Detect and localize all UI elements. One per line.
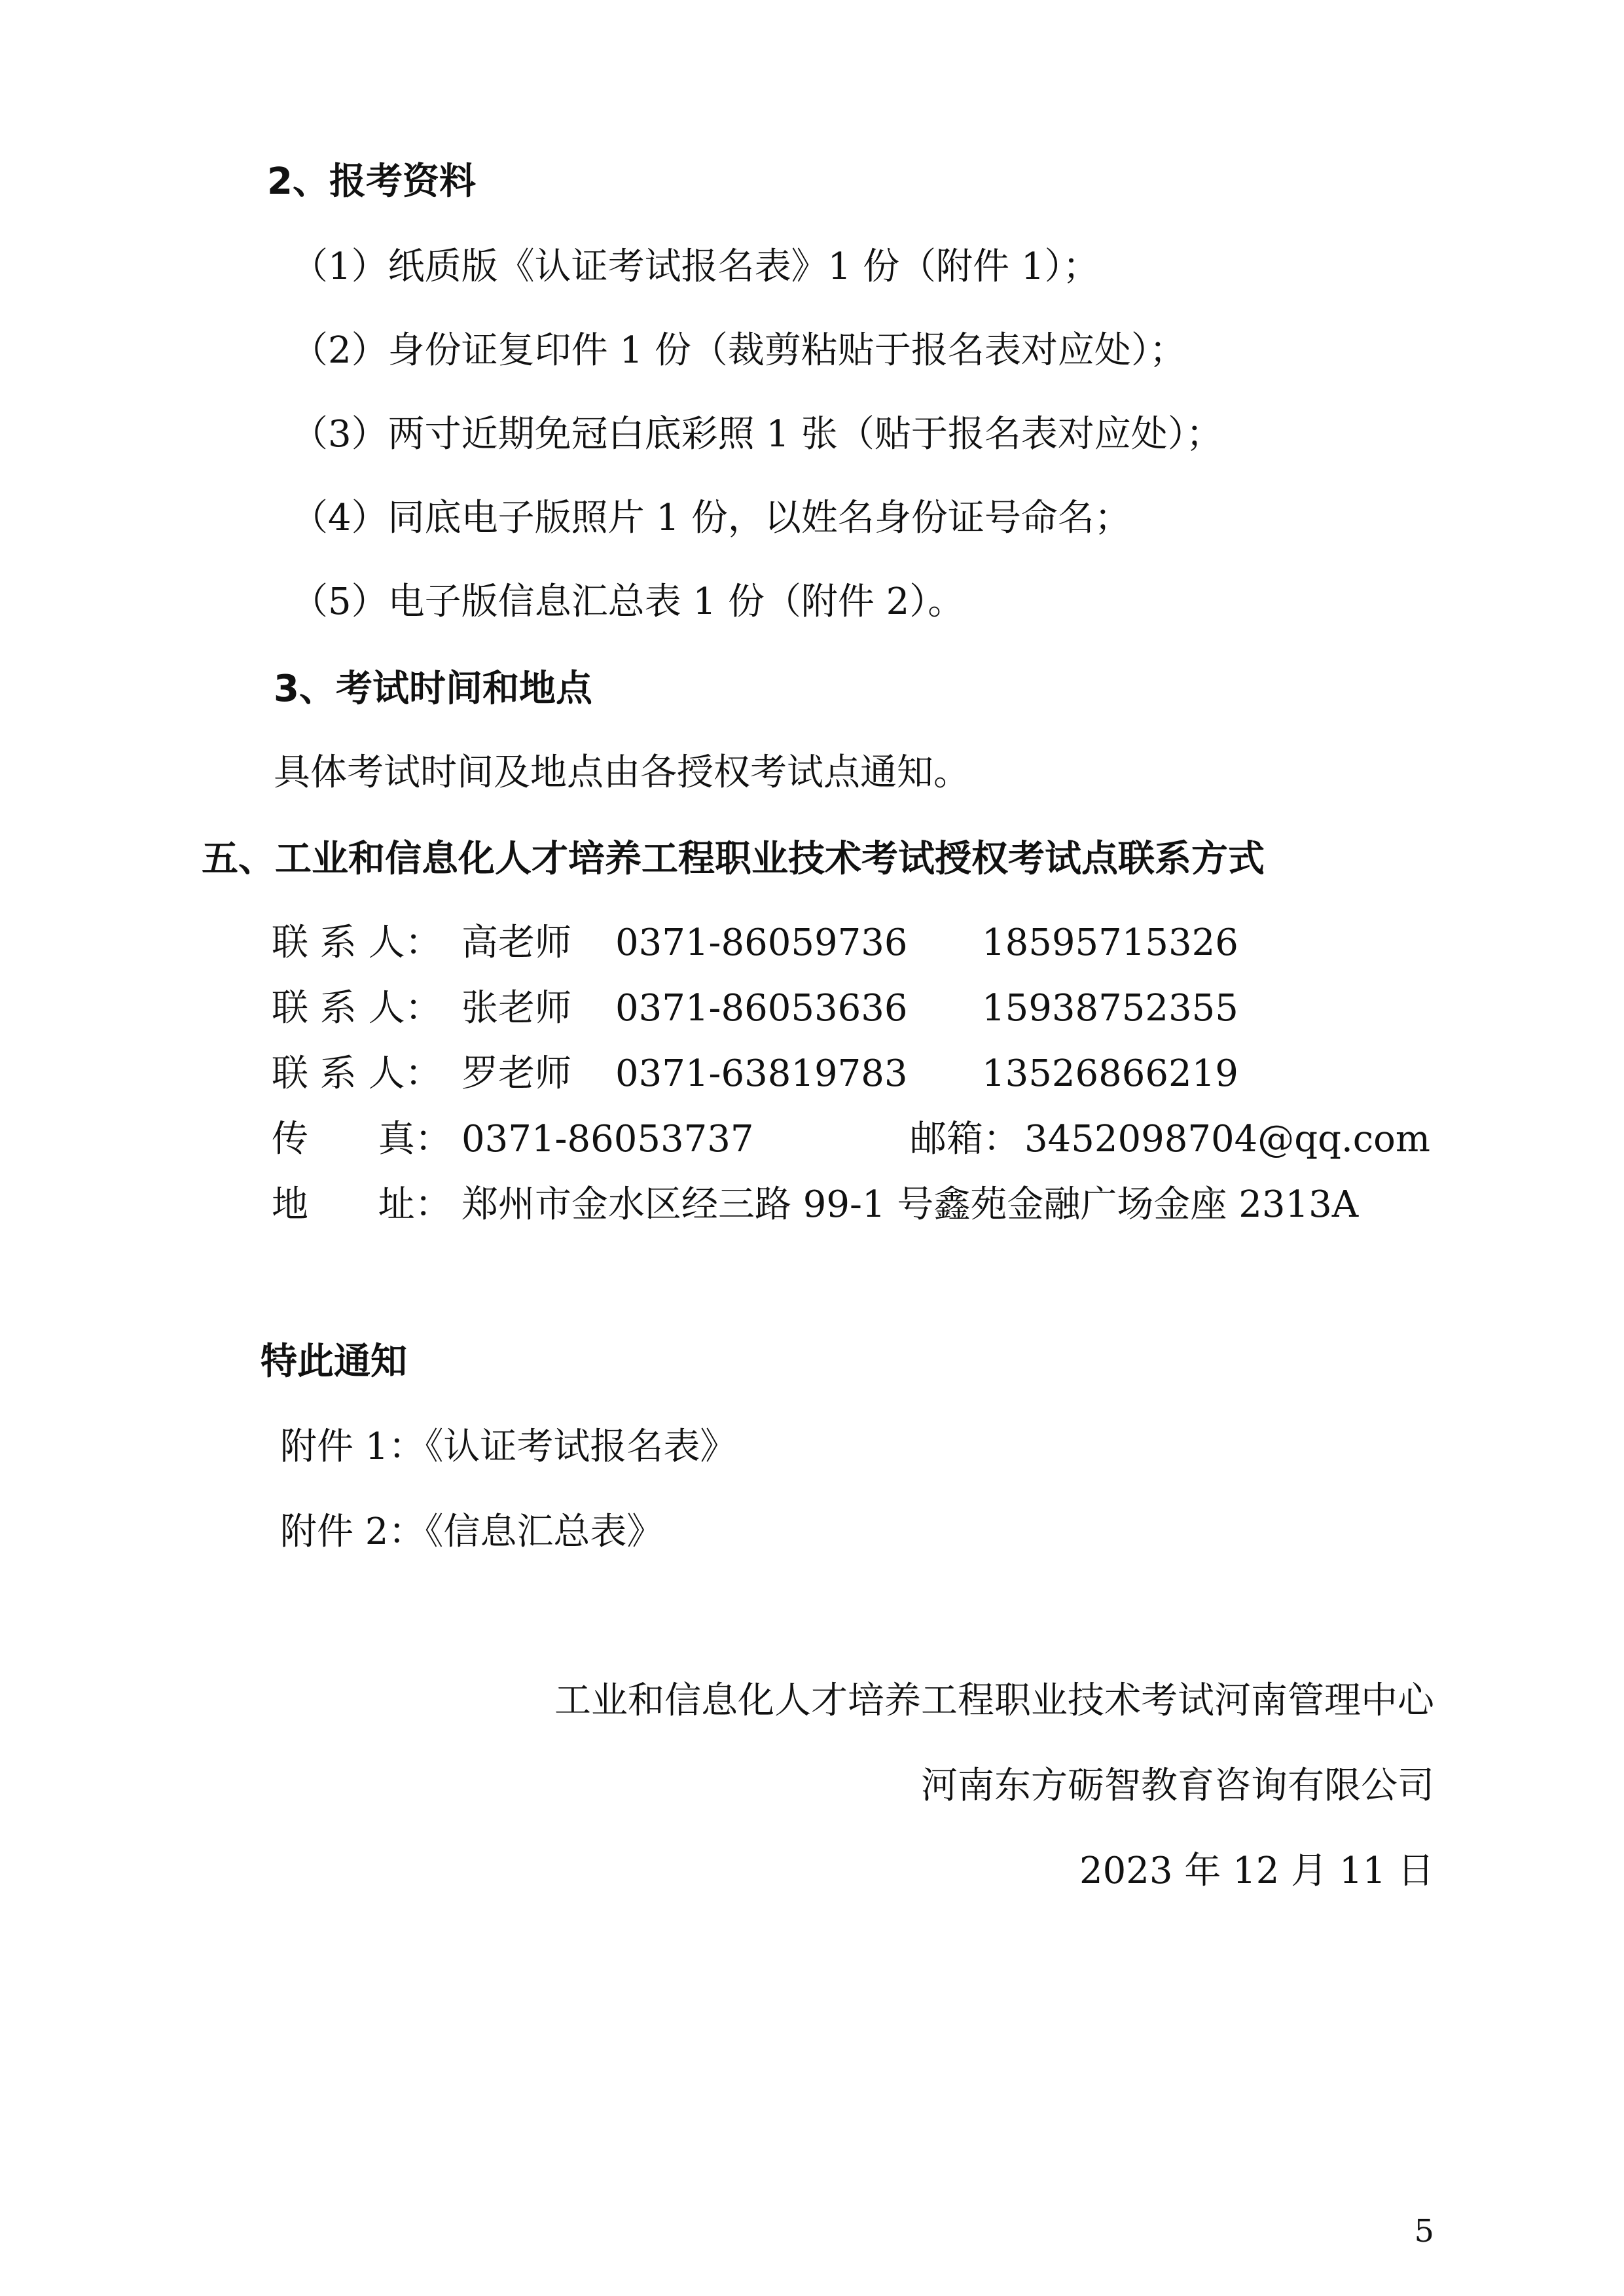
page-number: 5: [1414, 2213, 1434, 2250]
material-item-4: （4）同底电子版照片 1 份，以姓名身份证号命名；: [291, 497, 1131, 539]
signature-org-2: 河南东方砺智教育咨询有限公司: [921, 1765, 1434, 1807]
fax-label: 传 真：: [272, 1118, 452, 1160]
signature-org-1: 工业和信息化人才培养工程职业技术考试河南管理中心: [554, 1679, 1434, 1722]
contact-label: 联 系 人：: [272, 1052, 442, 1095]
contact-mobile: 18595715326: [982, 922, 1238, 964]
email-address: 3452098704@qq.com: [1024, 1118, 1430, 1160]
contact-phone: 0371-86059736: [615, 922, 908, 964]
contact-mobile: 15938752355: [982, 987, 1238, 1030]
signature-date: 2023 年 12 月 11 日: [1079, 1850, 1434, 1892]
contact-phone: 0371-86053636: [615, 987, 908, 1030]
contact-name: 高老师: [461, 922, 571, 964]
section-2-heading: 2、报考资料: [267, 160, 476, 203]
contact-name: 罗老师: [461, 1052, 571, 1095]
address-label: 地 址：: [272, 1183, 452, 1226]
exam-time-body: 具体考试时间及地点由各授权考试点通知。: [274, 751, 970, 794]
fax-number: 0371-86053737: [461, 1118, 754, 1160]
material-item-5: （5）电子版信息汇总表 1 份（附件 2）。: [291, 581, 965, 623]
section-5-heading: 五、工业和信息化人才培养工程职业技术考试授权考试点联系方式: [202, 838, 1265, 880]
notice-heading: 特此通知: [261, 1340, 407, 1383]
contact-name: 张老师: [461, 987, 571, 1030]
material-item-1: （1）纸质版《认证考试报名表》1 份（附件 1）；: [291, 245, 1100, 288]
contact-label: 联 系 人：: [272, 922, 442, 964]
address-text: 郑州市金水区经三路 99-1 号鑫苑金融广场金座 2313A: [461, 1183, 1359, 1226]
email-label: 邮箱：: [910, 1118, 1020, 1160]
contact-phone: 0371-63819783: [615, 1052, 908, 1095]
attachment-2: 附件 2：《信息汇总表》: [280, 1511, 664, 1553]
material-item-2: （2）身份证复印件 1 份（裁剪粘贴于报名表对应处）；: [291, 329, 1186, 372]
attachment-1: 附件 1：《认证考试报名表》: [280, 1426, 737, 1468]
contact-label: 联 系 人：: [272, 987, 442, 1030]
contact-mobile: 13526866219: [982, 1052, 1238, 1095]
material-item-3: （3）两寸近期免冠白底彩照 1 张（贴于报名表对应处）；: [291, 413, 1223, 456]
section-3-heading: 3、考试时间和地点: [274, 668, 592, 710]
